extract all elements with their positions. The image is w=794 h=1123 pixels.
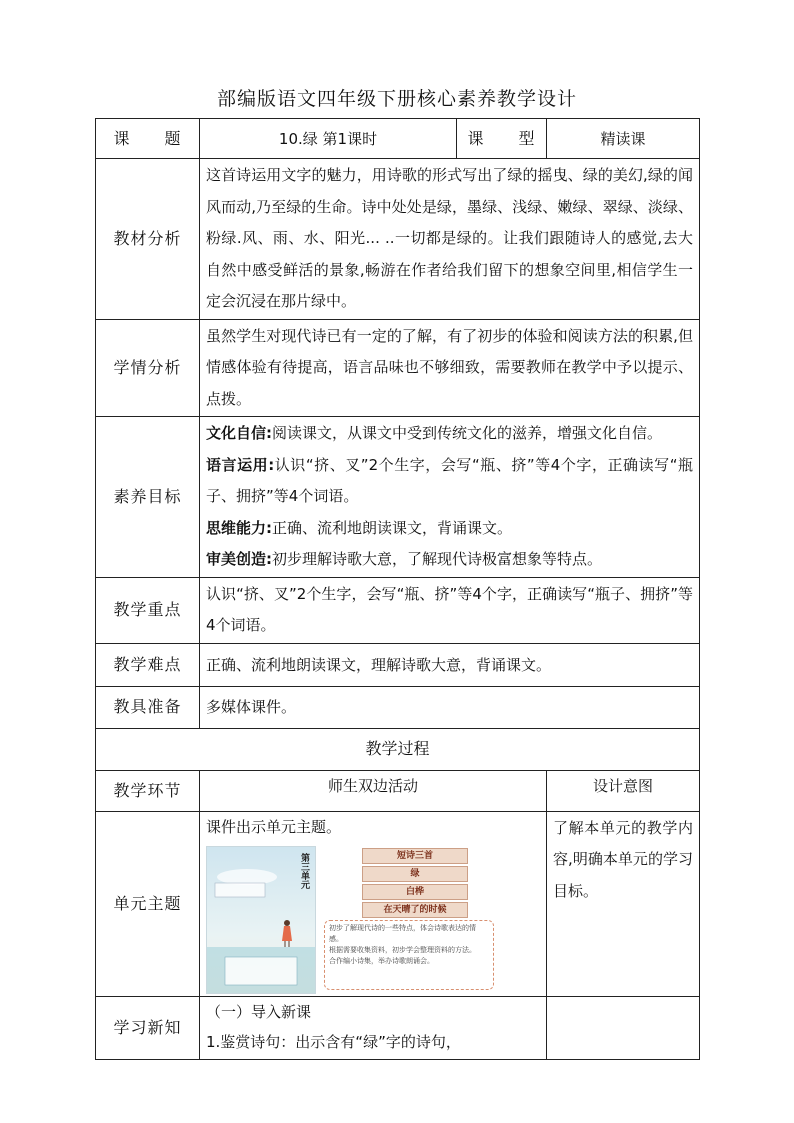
key-points-row (96, 577, 700, 643)
col-stage: 教学环节 (96, 770, 200, 811)
page-title: 部编版语文四年级下册核心素养教学设计 (216, 88, 577, 110)
tools-label: 教具准备 (96, 686, 200, 728)
unit-goal: 根据需要收集资料，初步学会整理资料的方法。 (329, 945, 476, 954)
unit-label: 第三单元 (299, 852, 309, 889)
new-knowledge-stage: 学习新知 (96, 996, 200, 1059)
goal-item: 审美创造:初步理解诗歌大意，了解现代诗极富想象等特点。 (206, 550, 603, 568)
type-value: 精读课 (547, 119, 700, 159)
goals-list (200, 417, 700, 578)
material-label: 教材分析 (96, 159, 200, 320)
lesson-banner: 绿 (362, 866, 468, 882)
difficulties-row (96, 643, 700, 686)
goal-item: 思维能力:正确、流利地朗读课文，背诵课文。 (206, 518, 513, 537)
new-knowledge-activity (200, 996, 547, 1059)
learner-label: 学情分析 (96, 319, 200, 417)
new-knowledge-row (96, 996, 700, 1059)
new-knowledge-section: （一）导入新课 (206, 1002, 312, 1021)
learner-text: 虽然学生对现代诗已有一定的了解，有了初步的体验和阅读方法的积累,但情感体验有待提高，语言品味也不够细致，需要教师在教学中予以提示、点拨。 (200, 319, 700, 417)
unit-contents (322, 846, 502, 992)
topic-row (96, 119, 700, 159)
key-points-text: 认识“挤、叉”2个生字，会写“瓶、挤”等4个字，正确读写“瓶子、拥挤”等4个词语。 (200, 577, 700, 643)
tools-row (96, 686, 700, 728)
unit-theme-activity: 课件出示单元主题。 (206, 817, 342, 836)
new-knowledge-intent (547, 996, 700, 1059)
difficulties-label: 教学难点 (96, 643, 200, 686)
unit-theme-activity-cell (200, 811, 547, 996)
process-columns-row (96, 770, 700, 811)
lesson-plan-table (95, 118, 700, 1060)
learner-row (96, 319, 700, 417)
lesson-banner: 短诗三首 (362, 848, 468, 864)
unit-goal: 初步了解现代诗的一些特点，体会诗歌表达的情感。 (329, 923, 476, 943)
tools-text: 多媒体课件。 (200, 686, 700, 728)
new-knowledge-step: 1.鉴赏诗句：出示含有“绿”字的诗句， (206, 1032, 461, 1051)
type-label: 课 型 (457, 119, 547, 159)
goals-label: 素养目标 (96, 417, 200, 578)
unit-theme-figure (206, 846, 506, 996)
topic-value: 10.绿 第1课时 (200, 119, 457, 159)
goal-item: 语言运用:认识“挤、叉”2个生字，会写“瓶、挤”等4个字，正确读写“瓶子、拥挤”等4个词语。 (206, 455, 694, 505)
unit-theme-intent: 了解本单元的教学内容,明确本单元的学习目标。 (547, 811, 700, 996)
unit-theme-stage: 单元主题 (96, 811, 200, 996)
material-row (96, 159, 700, 320)
col-activity: 师生双边活动 (200, 770, 547, 811)
material-text: 这首诗运用文字的魅力，用诗歌的形式写出了绿的摇曳、绿的美幻,绿的闻风而动,乃至绿的生命。诗中处处是绿，墨绿、浅绿、嫩绿、翠绿、淡绿、粉绿.风、雨、水、阳光... ..一切都是绿的。让我们跟随诗人的感觉,去大自然中感受鲜活的景象,畅游在作者给我们留下的想象空间里,相信学生一定会沉浸在那片绿中。 (200, 159, 700, 320)
unit-theme-row (96, 811, 700, 996)
unit-goals-box (324, 920, 494, 990)
unit-cover-image (206, 846, 316, 994)
process-heading: 教学过程 (96, 728, 700, 770)
goals-row (96, 417, 700, 578)
goal-item: 文化自信:阅读课文，从课文中受到传统文化的滋养，增强文化自信。 (206, 424, 663, 442)
col-intent: 设计意图 (547, 770, 700, 811)
topic-label: 课 题 (96, 119, 200, 159)
difficulties-text: 正确、流利地朗读课文，理解诗歌大意，背诵课文。 (200, 643, 700, 686)
key-points-label: 教学重点 (96, 577, 200, 643)
unit-goal: 合作编小诗集，举办诗歌朗诵会。 (329, 956, 434, 965)
lesson-banner: 在天晴了的时候 (362, 902, 468, 918)
process-heading-row (96, 728, 700, 770)
lesson-banner: 白桦 (362, 884, 468, 900)
